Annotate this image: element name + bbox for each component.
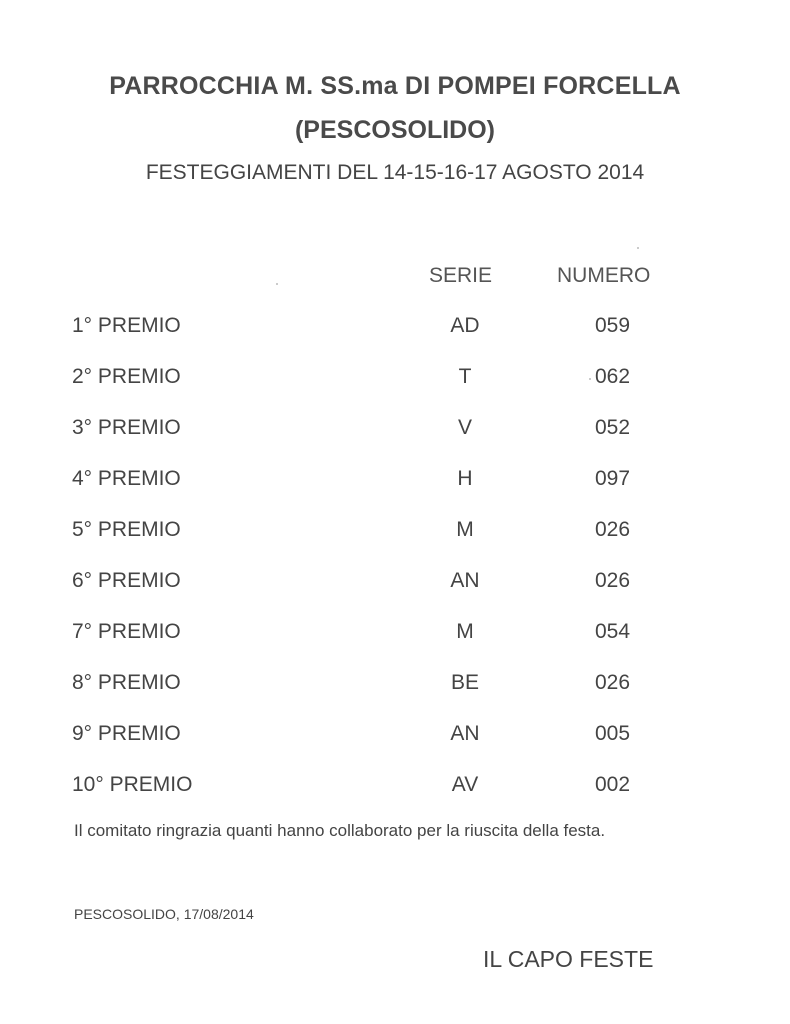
prize-row [0, 722, 790, 773]
scan-speck [637, 247, 639, 249]
prize-serie: AN [450, 722, 480, 745]
prize-label: 9° PREMIO [72, 722, 181, 745]
parish-title: PARROCCHIA M. SS.ma DI POMPEI FORCELLA [109, 72, 681, 100]
prize-serie: M [456, 518, 474, 541]
prize-serie: BE [450, 671, 479, 694]
place-and-date: PESCOSOLIDO, 17/08/2014 [74, 906, 254, 922]
prize-serie: AV [451, 773, 479, 796]
prize-serie: T [458, 365, 472, 388]
festival-dates: FESTEGGIAMENTI DEL 14-15-16-17 AGOSTO 2014 [145, 161, 645, 184]
prize-label: 6° PREMIO [72, 569, 181, 592]
prize-numero: 054 [594, 620, 631, 643]
prize-serie: AN [450, 569, 480, 592]
prize-serie: H [457, 467, 473, 490]
prize-numero: 062 [594, 365, 631, 388]
prize-row [0, 467, 790, 518]
prize-numero: 026 [594, 518, 631, 541]
prize-row [0, 314, 790, 365]
prize-row [0, 671, 790, 722]
prize-numero: 002 [594, 773, 631, 796]
prize-row [0, 773, 790, 824]
prize-label: 1° PREMIO [72, 314, 181, 337]
prize-label: 8° PREMIO [72, 671, 181, 694]
prize-label: 4° PREMIO [72, 467, 181, 490]
prize-table [0, 314, 790, 824]
prize-label: 7° PREMIO [72, 620, 181, 643]
prize-row [0, 416, 790, 467]
prize-row [0, 620, 790, 671]
prize-numero: 026 [594, 671, 631, 694]
prize-numero: 026 [594, 569, 631, 592]
prize-label: 3° PREMIO [72, 416, 181, 439]
serie-column-header: SERIE [429, 264, 493, 287]
prize-numero: 052 [594, 416, 631, 439]
signature-line: IL CAPO FESTE [483, 946, 654, 972]
prize-label: 10° PREMIO [72, 773, 193, 796]
prize-row [0, 365, 790, 416]
prize-serie: AD [450, 314, 480, 337]
thanks-note: Il comitato ringrazia quanti hanno collaborato per la riuscita della festa. [74, 821, 606, 840]
scan-speck [276, 283, 278, 285]
parish-location: (PESCOSOLIDO) [294, 116, 495, 144]
prize-serie: V [457, 416, 472, 439]
prize-numero: 059 [594, 314, 631, 337]
prize-numero: 005 [594, 722, 631, 745]
prize-serie: M [456, 620, 474, 643]
prize-label: 2° PREMIO [72, 365, 181, 388]
prize-numero: 097 [594, 467, 631, 490]
prize-label: 5° PREMIO [72, 518, 181, 541]
prize-row [0, 569, 790, 620]
scan-speck [589, 378, 591, 380]
numero-column-header: NUMERO [557, 264, 651, 287]
prize-row [0, 518, 790, 569]
